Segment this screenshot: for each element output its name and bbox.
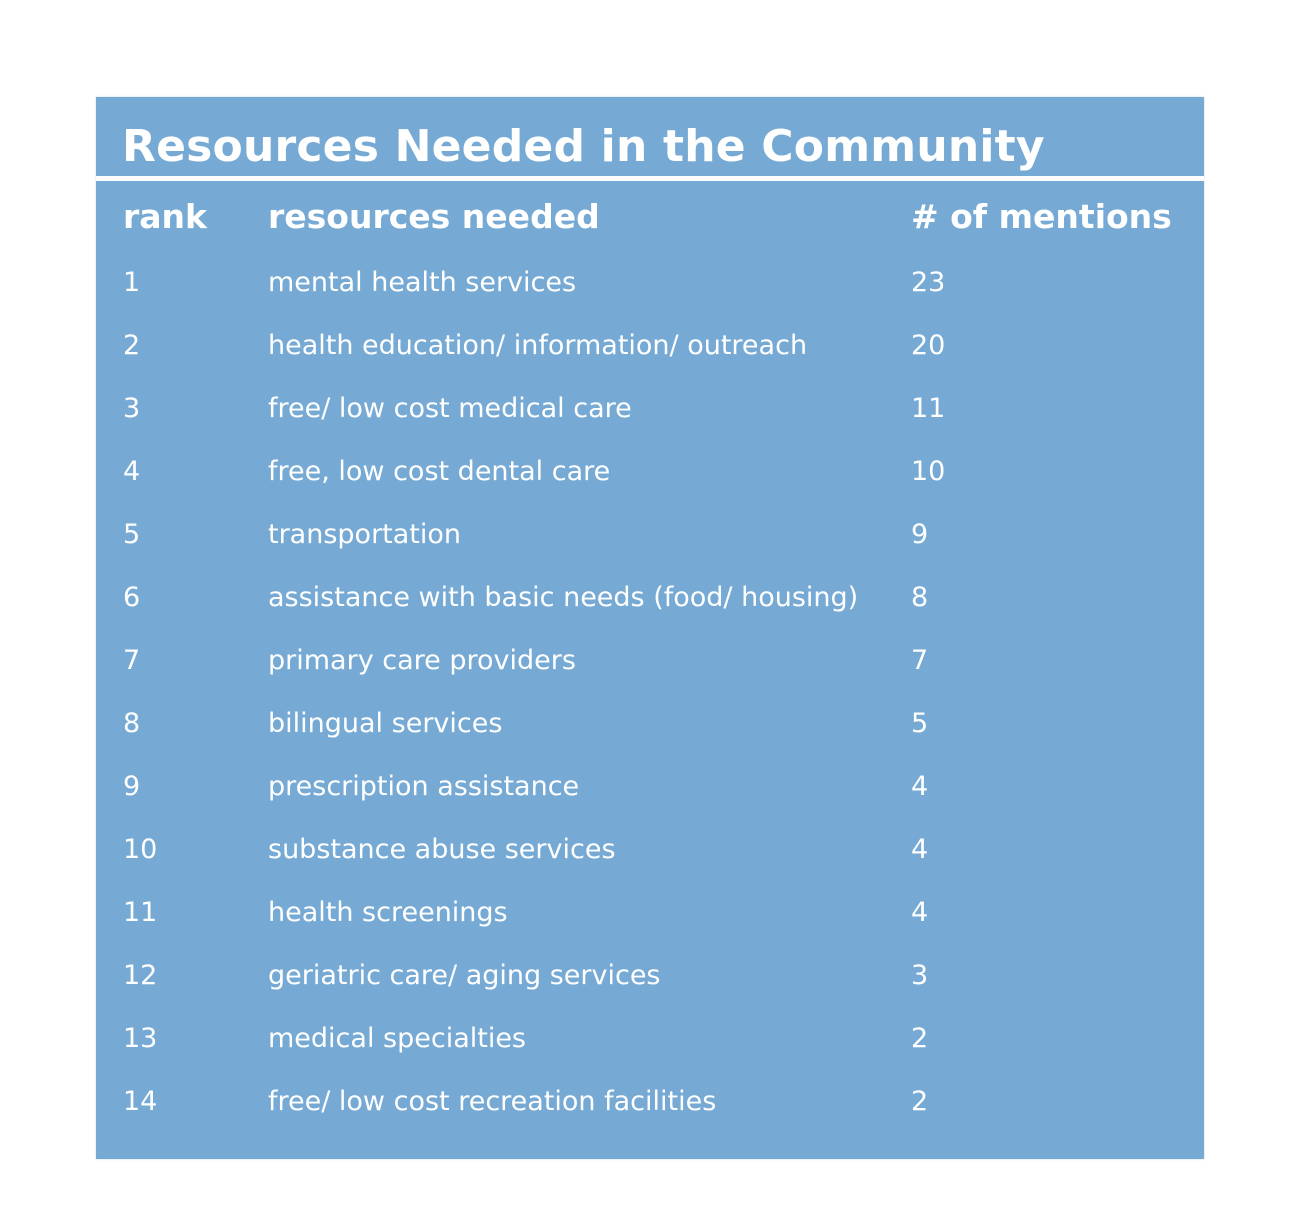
resources-table-panel [96, 97, 1204, 1159]
resource-cell: medical specialties [268, 1023, 527, 1054]
resource-cell: assistance with basic needs (food/ housing) [268, 582, 859, 613]
rank-cell: 14 [123, 1086, 158, 1117]
mentions-cell: 4 [911, 771, 929, 802]
header-mentions: # of mentions [911, 197, 1172, 236]
rank-cell: 10 [123, 834, 158, 865]
resource-cell: geriatric care/ aging services [268, 960, 661, 991]
resource-cell: primary care providers [268, 645, 576, 676]
rank-cell: 1 [123, 267, 141, 298]
rank-cell: 13 [123, 1023, 158, 1054]
table-row [96, 1082, 1204, 1122]
table-row [96, 578, 1204, 618]
resource-cell: transportation [268, 519, 462, 550]
table-row [96, 704, 1204, 744]
table-row [96, 389, 1204, 429]
resource-cell: free, low cost dental care [268, 456, 611, 487]
resource-cell: free/ low cost recreation facilities [268, 1086, 717, 1117]
mentions-cell: 4 [911, 834, 929, 865]
rank-cell: 7 [123, 645, 141, 676]
rank-cell: 3 [123, 393, 141, 424]
mentions-cell: 2 [911, 1086, 929, 1117]
mentions-cell: 8 [911, 582, 929, 613]
resource-cell: prescription assistance [268, 771, 580, 802]
resource-cell: health screenings [268, 897, 508, 928]
header-resources-needed: resources needed [268, 197, 600, 236]
table-row [96, 326, 1204, 366]
rank-cell: 4 [123, 456, 141, 487]
mentions-cell: 11 [911, 393, 946, 424]
resource-cell: free/ low cost medical care [268, 393, 632, 424]
table-row [96, 452, 1204, 492]
mentions-cell: 7 [911, 645, 929, 676]
table-row [96, 956, 1204, 996]
mentions-cell: 10 [911, 456, 946, 487]
table-header-row [96, 197, 1204, 237]
rank-cell: 6 [123, 582, 141, 613]
title-divider [96, 176, 1204, 181]
table-row [96, 641, 1204, 681]
table-row [96, 263, 1204, 303]
mentions-cell: 4 [911, 897, 929, 928]
table-row [96, 830, 1204, 870]
rank-cell: 8 [123, 708, 141, 739]
resource-cell: substance abuse services [268, 834, 616, 865]
resource-cell: bilingual services [268, 708, 503, 739]
resource-cell: health education/ information/ outreach [268, 330, 808, 361]
mentions-cell: 23 [911, 267, 946, 298]
table-row [96, 893, 1204, 933]
table-title: Resources Needed in the Community [122, 121, 1045, 172]
mentions-cell: 9 [911, 519, 929, 550]
table-row [96, 767, 1204, 807]
mentions-cell: 20 [911, 330, 946, 361]
rank-cell: 9 [123, 771, 141, 802]
mentions-cell: 2 [911, 1023, 929, 1054]
rank-cell: 12 [123, 960, 158, 991]
mentions-cell: 5 [911, 708, 929, 739]
header-rank: rank [123, 197, 207, 236]
table-row [96, 515, 1204, 555]
rank-cell: 2 [123, 330, 141, 361]
rank-cell: 5 [123, 519, 141, 550]
rank-cell: 11 [123, 897, 158, 928]
resource-cell: mental health services [268, 267, 577, 298]
table-row [96, 1019, 1204, 1059]
mentions-cell: 3 [911, 960, 929, 991]
